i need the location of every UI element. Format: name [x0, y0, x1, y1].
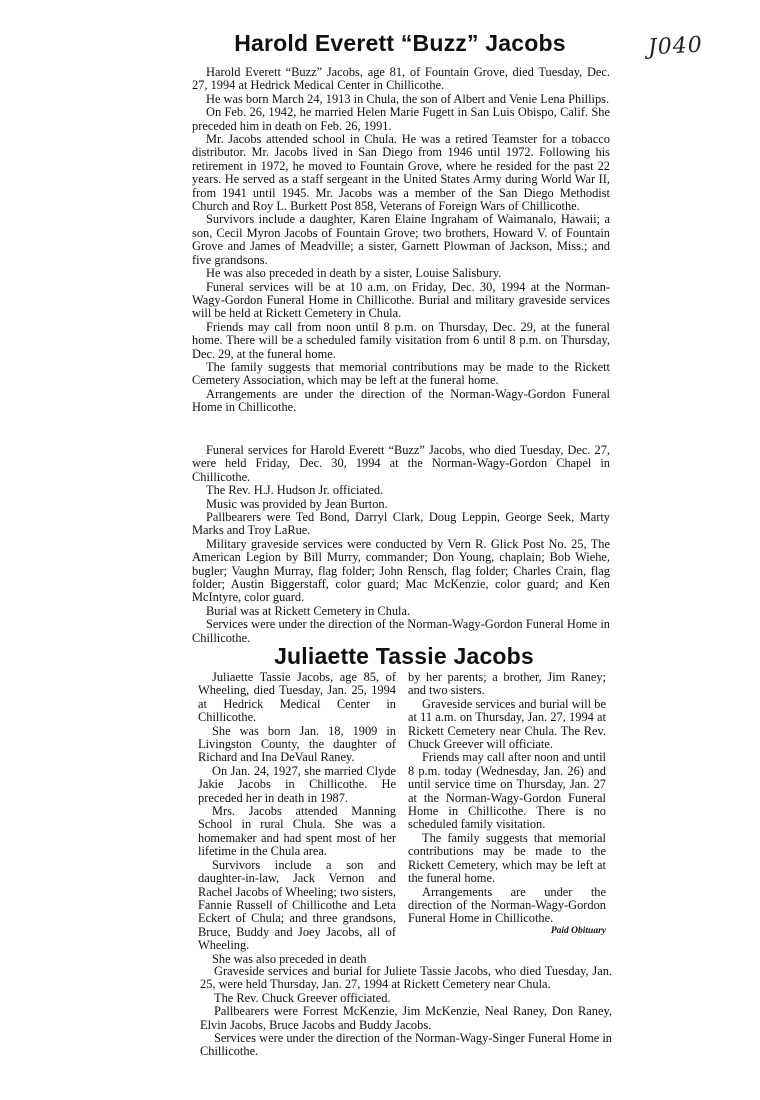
obituary-title-harold: Harold Everett “Buzz” Jacobs [234, 30, 566, 56]
paragraph: On Jan. 24, 1927, she married Clyde Jakie Jacobs in Chillicothe. He preceded her in death in 1987. [198, 763, 396, 805]
column-right-paragraphs [408, 698, 606, 926]
paragraph: He was born March 24, 1913 in Chula, the son of Albert and Venie Lena Phillips. [206, 91, 610, 106]
paragraph: Survivors include a daughter, Karen Elaine Ingraham of Waimanalo, Hawaii; a son, Cecil Myron Jacobs of Fountain Grove; two brothers, Howard V. of Fountain Grove and James of Meadville; a sister, Garnett Plowman of Jackson, Miss.; and five grandsons. [192, 212, 610, 267]
paragraph: Pallbearers were Ted Bond, Darryl Clark, Doug Leppin, George Seek, Marty Marks and Troy LaRue. [192, 510, 610, 538]
paragraph: Mrs. Jacobs attended Manning School in rural Chula. She was a homemaker and had spent most of her lifetime in the Chula area. [198, 804, 396, 859]
paragraph: Services were under the direction of the Norman-Wagy-Gordon Funeral Home in Chillicothe. [192, 617, 610, 645]
paragraph: The Rev. H.J. Hudson Jr. officiated. [206, 483, 384, 498]
obituary-body-harold [192, 66, 610, 415]
obituary-column-left [198, 671, 396, 966]
paragraph: The Rev. Chuck Greever officiated. [214, 990, 391, 1005]
paragraph: Friends may call after noon and until 8 p.m. today (Wednesday, Jan. 26) and until service time on Thursday, Jan. 27 at the Norman-Wagy-Gordon Funeral Home in Chillicothe. There is no scheduled family visitation. [408, 750, 606, 832]
paragraph: Graveside services and burial for Juliete Tassie Jacobs, who died Tuesday, Jan. 25, were held Thursday, Jan. 27, 1994 at Rickett Cemetery near Chula. [200, 964, 612, 992]
continued-paragraph: by her parents; a brother, Jim Raney; and two sisters. [408, 670, 606, 698]
paragraph: She was also preceded in death [212, 951, 367, 966]
paragraph: Friends may call from noon until 8 p.m. on Thursday, Dec. 29, at the funeral home. There will be a scheduled family visitation from 6 until 8 p.m. on Thursday, Dec. 29, at the funeral home. [192, 319, 610, 361]
paragraph: Survivors include a son and daughter-in-law, Jack Vernon and Rachel Jacobs of Wheeling; two sisters, Fannie Russell of Chillicothe and Leta Eckert of Chula; and three grandsons, Bruce, Buddy and Joey Jacobs, all of Wheeling. [198, 857, 396, 953]
paragraph: Pallbearers were Forrest McKenzie, Jim McKenzie, Neal Raney, Don Raney, Elvin Jacobs, Bruce Jacobs and Buddy Jacobs. [200, 1004, 612, 1032]
paragraph: Military graveside services were conducted by Vern R. Glick Post No. 25, The American Legion by Bill Murry, commander; Don Young, chaplain; Bob Wiehe, bugler; Vaughn Murray, flag folder; John Rensch, flag folder; Charles Crain, flag folder; Austin Biggerstaff, color guard; Mac McKenzie, color guard; and Ken McIntyre, color guard. [192, 536, 610, 605]
paragraph: Arrangements are under the direction of the Norman-Wagy-Gordon Funeral Home in Chillicothe. [192, 386, 610, 415]
paragraph: Funeral services for Harold Everett “Buzz” Jacobs, who died Tuesday, Dec. 27, were held Friday, Dec. 30, 1994 at the Norman-Wagy-Gordon Chapel in Chillicothe. [192, 443, 610, 484]
paragraph: Mr. Jacobs attended school in Chula. He was a retired Teamster for a tobacco distributor. Mr. Jacobs lived in San Diego from 1946 until 1972. Following his retirement in 1972, he moved to Fountain Grove, where he resided for the past 22 years. He served as a staff sergeant in the United States Army during World War II, from 1941 until 1945. Mr. Jacobs was a member of the San Diego Methodist Church and Roy L. Burkett Post 858, Veterans of Foreign Wars of Chillicothe. [192, 132, 610, 214]
paragraph: On Feb. 26, 1942, he married Helen Marie Fugett in San Luis Obispo, Calif. She preceded him in death on Feb. 26, 1991. [192, 105, 610, 133]
paragraph: Music was provided by Jean Burton. [206, 496, 388, 511]
obituary-title-juliaette: Juliaette Tassie Jacobs [274, 643, 534, 669]
paragraph: Funeral services will be at 10 a.m. on Friday, Dec. 30, 1994 at the Norman-Wagy-Gordon Funeral Home in Chillicothe. Burial and military graveside services will be held at Rickett Cemetery in Chula. [192, 279, 610, 321]
paragraph: Arrangements are under the direction of the Norman-Wagy-Gordon Funeral Home in Chillicothe. [408, 884, 606, 926]
handwritten-annotation: J040 [647, 32, 704, 61]
paragraph: Services were under the direction of the Norman-Wagy-Singer Funeral Home in Chillicothe. [200, 1031, 612, 1059]
paragraph: Graveside services and burial will be at 11 a.m. on Thursday, Jan. 27, 1994 at Rickett Cemetery near Chula. The Rev. Chuck Greever will officiate. [408, 696, 606, 752]
paragraph: Burial was at Rickett Cemetery in Chula. [206, 603, 411, 618]
paid-obituary-label: Paid Obituary [550, 925, 606, 936]
funeral-followup-harold [192, 444, 610, 645]
paragraph: He was also preceded in death by a sister, Louise Salisbury. [206, 266, 502, 281]
paragraph: The family suggests that memorial contributions may be made to the Rickett Cemetery, which may be left at the funeral home. [408, 830, 606, 886]
obituary-column-right [408, 671, 606, 937]
paragraph: Harold Everett “Buzz” Jacobs, age 81, of Fountain Grove, died Tuesday, Dec. 27, 1994 at Hedrick Medical Center in Chillicothe. [192, 65, 610, 93]
funeral-followup-juliaette [200, 965, 612, 1059]
paragraph: The family suggests that memorial contributions may be made to the Rickett Cemetery Association, which may be left at the funeral home. [192, 359, 610, 388]
paragraph: She was born Jan. 18, 1909 in Livingston County, the daughter of Richard and Ina DeVaul Raney. [198, 723, 396, 765]
paragraph: Juliaette Tassie Jacobs, age 85, of Wheeling, died Tuesday, Jan. 25, 1994 at Hedrick Medical Center in Chillicothe. [198, 670, 396, 725]
